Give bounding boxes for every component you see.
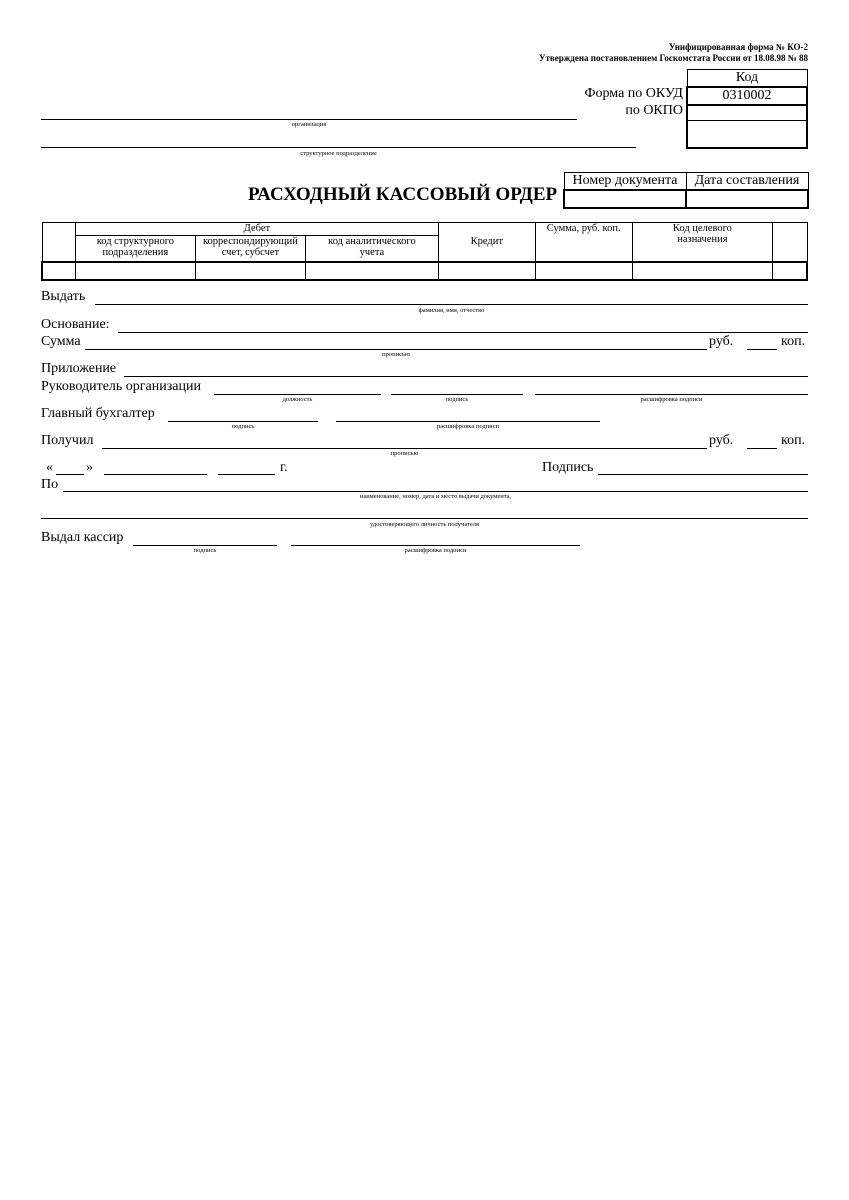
table-cell[interactable]	[75, 262, 195, 280]
doc-number-header: Номер документа	[564, 173, 686, 191]
head-position-line[interactable]	[214, 394, 381, 395]
extra-code-cell[interactable]	[687, 120, 807, 148]
page-title: РАСХОДНЫЙ КАССОВЫЙ ОРДЕР	[248, 184, 558, 205]
document-details-caption: наименование, номер, дата и место выдачи документа,	[359, 493, 512, 500]
recipient-signature-line[interactable]	[598, 474, 808, 475]
received-kop-label: коп.	[781, 433, 806, 448]
attachment-label: Приложение	[41, 361, 117, 376]
amount-kop-label: коп.	[781, 334, 806, 349]
table-cell[interactable]	[195, 262, 305, 280]
date-month-line[interactable]	[104, 474, 207, 475]
date-quote-open: «	[46, 460, 53, 475]
doc-date-header: Дата составления	[686, 173, 808, 191]
cashier-label: Выдал кассир	[41, 530, 124, 545]
organization-line[interactable]	[41, 119, 577, 120]
okud-label: Форма по ОКУД	[584, 86, 683, 101]
head-label: Руководитель организации	[41, 379, 201, 394]
received-rub-label: руб.	[709, 433, 734, 448]
table-cell[interactable]	[773, 262, 807, 280]
received-in-words-caption: прописью	[390, 450, 419, 457]
received-label: Получил	[41, 433, 94, 448]
accounting-table	[41, 222, 808, 281]
issue-label: Выдать	[41, 289, 86, 304]
amount-line[interactable]	[85, 349, 707, 350]
empty-subheader-cell	[42, 236, 75, 262]
amount-label: Сумма	[41, 334, 81, 349]
doc-date-value[interactable]	[686, 190, 808, 208]
code-box	[686, 69, 808, 149]
empty-last-header	[773, 223, 807, 262]
corr-account-header: корреспондирующий счет, субсчет	[195, 236, 305, 262]
purpose-code-header: Код целевого назначения	[632, 223, 773, 262]
table-cell[interactable]	[438, 262, 535, 280]
full-name-caption: фамилия, имя, отчество	[418, 307, 485, 314]
head-signature-line[interactable]	[391, 394, 523, 395]
dept-code-header: код структурного подразделения	[75, 236, 195, 262]
attachment-line[interactable]	[124, 376, 808, 377]
identity-caption: удостоверяющего личность получателя	[369, 521, 479, 528]
analytic-code-header: код аналитического учета	[305, 236, 438, 262]
cashier-signature-caption: подпись	[193, 547, 217, 554]
recipient-signature-label: Подпись	[542, 460, 594, 475]
received-kop-line[interactable]	[747, 448, 777, 449]
by-label: По	[41, 477, 59, 492]
chief-decoding-caption: расшифровка подписи	[436, 423, 500, 430]
table-cell[interactable]	[535, 262, 632, 280]
date-year-line[interactable]	[218, 474, 275, 475]
okpo-value[interactable]	[687, 105, 807, 120]
cashier-signature-line[interactable]	[133, 545, 277, 546]
amount-rub-label: руб.	[709, 334, 734, 349]
doc-number-value[interactable]	[564, 190, 686, 208]
head-position-caption: должность	[282, 396, 313, 403]
cashier-decoding-line[interactable]	[291, 545, 580, 546]
doc-number-table	[563, 172, 809, 209]
date-quote-close: »	[86, 460, 93, 475]
debit-header: Дебет	[75, 223, 438, 236]
amount-kop-line[interactable]	[747, 349, 777, 350]
chief-decoding-line[interactable]	[336, 421, 600, 422]
unified-form-label: Унифицированная форма № КО-2	[668, 42, 808, 52]
department-line[interactable]	[41, 147, 636, 148]
head-signature-caption: подпись	[445, 396, 469, 403]
empty-header-cell	[42, 223, 75, 236]
basis-line[interactable]	[118, 332, 808, 333]
head-decoding-caption: расшифровка подписи	[640, 396, 703, 403]
organization-caption: организация	[291, 121, 327, 128]
document-line[interactable]	[63, 491, 808, 492]
department-caption: структурное подразделение	[300, 150, 377, 157]
date-day-line[interactable]	[56, 474, 84, 475]
sum-header: Сумма, руб. коп.	[535, 223, 632, 262]
code-header: Код	[687, 70, 807, 88]
table-cell[interactable]	[632, 262, 773, 280]
chief-signature-line[interactable]	[168, 421, 318, 422]
okud-value[interactable]: 0310002	[687, 87, 807, 105]
okpo-label: по ОКПО	[625, 103, 683, 118]
received-line[interactable]	[102, 448, 707, 449]
chief-signature-caption: подпись	[231, 423, 255, 430]
identity-line[interactable]	[41, 518, 808, 519]
year-label: г.	[280, 460, 288, 475]
chief-accountant-label: Главный бухгалтер	[41, 406, 155, 421]
table-cell[interactable]	[305, 262, 438, 280]
table-row	[42, 262, 807, 280]
issue-line[interactable]	[95, 304, 808, 305]
credit-header: Кредит	[438, 223, 535, 262]
approval-label: Утверждена постановлением Госкомстата России от 18.08.98 № 88	[538, 53, 808, 63]
basis-label: Основание:	[41, 317, 110, 332]
amount-in-words-caption: прописью	[382, 351, 410, 358]
cashier-decoding-caption: расшифровка подписи	[404, 547, 467, 554]
table-cell[interactable]	[42, 262, 75, 280]
head-decoding-line[interactable]	[535, 394, 808, 395]
